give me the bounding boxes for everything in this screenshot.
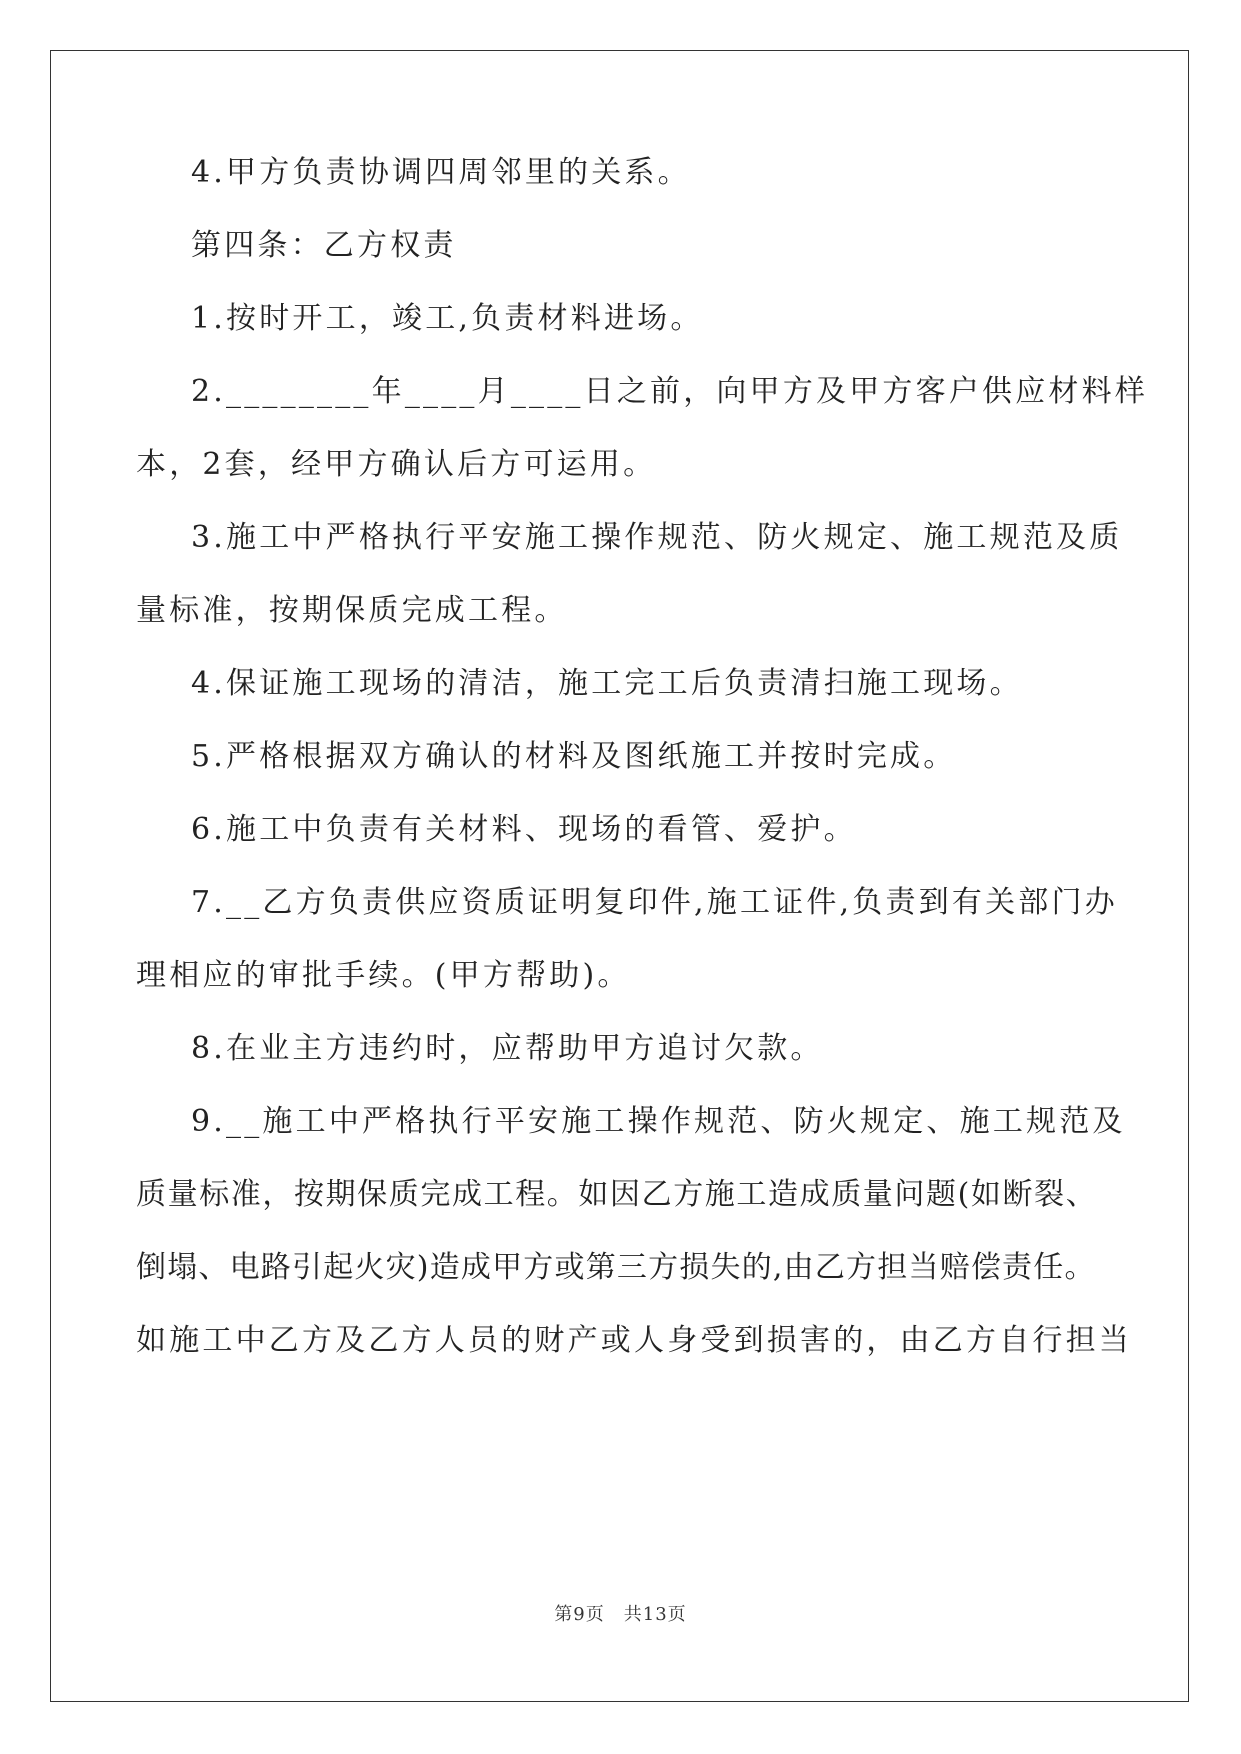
text-line: 7.__乙方负责供应资质证明复印件,施工证件,负责到有关部门办 [191, 885, 1118, 920]
text-line: 理相应的审批手续。(甲方帮助)。 [136, 958, 631, 993]
text-line: 9.__施工中严格执行平安施工操作规范、防火规定、施工规范及 [191, 1104, 1126, 1139]
text-line: 5.严格根据双方确认的材料及图纸施工并按时完成。 [191, 739, 957, 774]
text-line: 本，2套，经甲方确认后方可运用。 [136, 447, 657, 482]
text-line: 2.________年____月____日之前，向甲方及甲方客户供应材料样 [191, 374, 1149, 409]
page-frame [50, 50, 1189, 1702]
text-line: 第四条：乙方权责 [191, 228, 457, 263]
text-line: 质量标准，按期保质完成工程。如因乙方施工造成质量问题(如断裂、 [136, 1177, 1098, 1212]
text-line: 量标准，按期保质完成工程。 [136, 593, 568, 628]
text-line: 6.施工中负责有关材料、现场的看管、爱护。 [191, 812, 857, 847]
text-line: 8.在业主方违约时，应帮助甲方追讨欠款。 [191, 1031, 824, 1066]
text-line: 3.施工中严格执行平安施工操作规范、防火规定、施工规范及质 [191, 520, 1123, 555]
text-line: 1.按时开工，竣工,负责材料进场。 [191, 301, 704, 336]
page-number-footer: 第9页 共13页 [554, 1604, 687, 1625]
text-line: 4.保证施工现场的清洁，施工完工后负责清扫施工现场。 [191, 666, 1023, 701]
text-line: 倒塌、电路引起火灾)造成甲方或第三方损失的,由乙方担当赔偿责任。 [136, 1250, 1096, 1285]
text-line: 如施工中乙方及乙方人员的财产或人身受到损害的，由乙方自行担当 [136, 1323, 1132, 1358]
text-line: 4.甲方负责协调四周邻里的关系。 [191, 155, 691, 190]
